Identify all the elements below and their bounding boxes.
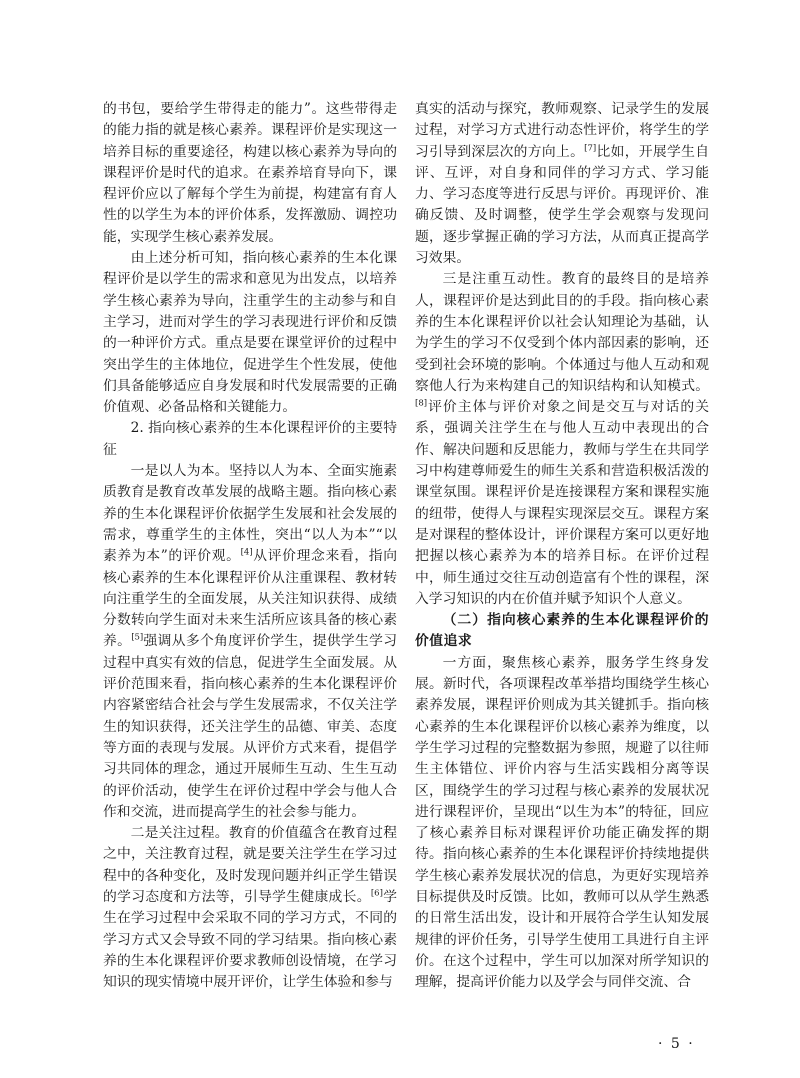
text-span: 从评价理念来看，指向核心素养的生本化课程评价从注重课程、教材转向注重学生的全面发展，从关注知识获得、成绩分数转向学生面对未来生活所应该具备的核心素养。 <box>103 548 397 650</box>
paragraph: 由上述分析可知，指向核心素养的生本化课程评价是以学生的需求和意见为出发点，以培养学生核心素养为导向，注重学生的主动参与和自主学习，进而对学生的学习表现进行评价和反馈的一种评价方式。重点是要在课堂评价的过程中突出学生的主体地位，促进学生个性发展，使他们具备能够适应自身发展和时代发展需要的正确价值观、必备品格和关键能力。 <box>103 250 397 416</box>
text-span: 比如，开展学生自评、互评，对自身和同伴的学习方式、学习能力、学习态度等进行反思与评价。再现评价、准确反馈、及时调整，使学生学会观察与发现问题，逐步掌握正确的学习方法，从而真正提高学习效果。 <box>415 143 709 267</box>
citation-ref: [8] <box>415 398 428 409</box>
section-heading: 2. 指向核心素养的生本化课程评价的主要特征 <box>103 420 397 458</box>
text-span: 学生在学习过程中会采取不同的学习方式，不同的学习方式又会导致不同的学习结果。指向核心素养的生本化课程评价要求教师创设情境，在学习知识的现实情境中展开评价，让学生体验和参与 <box>103 888 398 991</box>
paragraph <box>415 99 709 269</box>
text-span: 一是以人为本。坚持以人为本、全面实施素质教育是教育改革发展的战略主题。指向核心素养的生本化课程评价依据学生发展和社会发展的需求，尊重学生的主体性，突出“以人为本”“以素养为本”的评价观。 <box>103 463 397 565</box>
page-number: · 5 · <box>658 1036 695 1052</box>
text-span: 真实的活动与探究，教师观察、记录学生的发展过程，对学习方式进行动态性评价，将学生的学习引导到深层次的方向上。 <box>415 101 709 160</box>
paragraph: 一方面，聚焦核心素养，服务学生终身发展。新时代，各项课程改革举措均围绕学生核心素养发展，课程评价则成为其关键抓手。指向核心素养的生本化课程评价以核心素养为维度，以学生学习过程的完整数据为参照，规避了以往师生主体错位、评价内容与生活实践相分离等误区，围绕学生的学习过程与核心素养的发展状况进行课程评价，呈现出“以生为本”的特征，回应了核心素养目标对课程评价功能正确发挥的期待。指向核心素养的生本化课程评价持续地提供学生核心素养发展状况的信息，为更好实现培养目标提供及时反馈。比如，教师可以从学生熟悉的日常生活出发，设计和开展符合学生认知发展规律的评价任务，引导学生使用工具进行自主评价。在这个过程中，学生可以加深对所学知识的理解，提高评价能力以及学会与同伴交流、合 <box>415 654 709 991</box>
paragraph: 的书包，要给学生带得走的能力”。这些带得走的能力指的就是核心素养。课程评价是实现这一培养目标的重要途径，构建以核心素养为导向的课程评价是时代的追求。在素养培育导向下，课程评价应以了解每个学生为前提，构建富有育人性的以学生为本的评价体系，发挥激励、调控功能，实现学生核心素养发展。 <box>103 101 397 245</box>
citation-ref: [7] <box>584 143 597 153</box>
paragraph <box>415 269 709 610</box>
section-heading: （二）指向核心素养的生本化课程评价的价值追求 <box>415 612 709 650</box>
text-span: 三是注重互动性。教育的最终目的是培养人，课程评价是达到此目的的手段。指向核心素养的生本化课程评价以社会认知理论为基础，认为学生的学习不仅受到个体内部因素的影响，还受到社会环境的影响。个体通过与他人互动和观察他人行为来构建自己的知识结构和认知模式。 <box>415 271 709 394</box>
right-column <box>415 99 709 993</box>
text-span: 强调从多个角度评价学生，提供学生学习过程中真实有效的信息，促进学生全面发展。从评价范围来看，指向核心素养的生本化课程评价内容紧密结合社会与学生发展需求，不仅关注学生的知识获得，还关注学生的品德、审美、态度等方面的表现与发展。从评价方式来看，提倡学习共同体的理念，通过开展师生互动、生生互动的评价活动，使学生在评价过程中学会与他人合作和交流，进而提高学生的社会参与能力。 <box>103 633 398 820</box>
paragraph <box>103 823 397 993</box>
text-span: 评价主体与评价对象之间是交互与对话的关系，强调关注学生在与他人互动中表现出的合作、解决问题和反思能力，教师与学生在共同学习中构建尊师爱生的师生关系和营造积极活泼的课堂氛围。课程评价是连接课程方案和课程实施的纽带，使得人与课程实现深层交互。课程方案是对课程的整体设计，评价课程方案可以更好地把握以核心素养为本的培养目标。在评价过程中，师生通过交往互动创造富有个性的课程，深入学习知识的内在价值并赋予知识个人意义。 <box>415 399 709 607</box>
text-span: 二是关注过程。教育的价值蕴含在教育过程之中，关注教育过程，就是要关注学生在学习过程中的各种变化，及时发现问题并纠正学生错误的学习态度和方法等，引导学生健康成长。 <box>103 825 397 905</box>
citation-ref: [6] <box>370 888 383 899</box>
citation-ref: [4] <box>240 547 253 558</box>
left-column <box>103 99 397 993</box>
paragraph <box>103 461 397 823</box>
citation-ref: [5] <box>131 632 144 643</box>
